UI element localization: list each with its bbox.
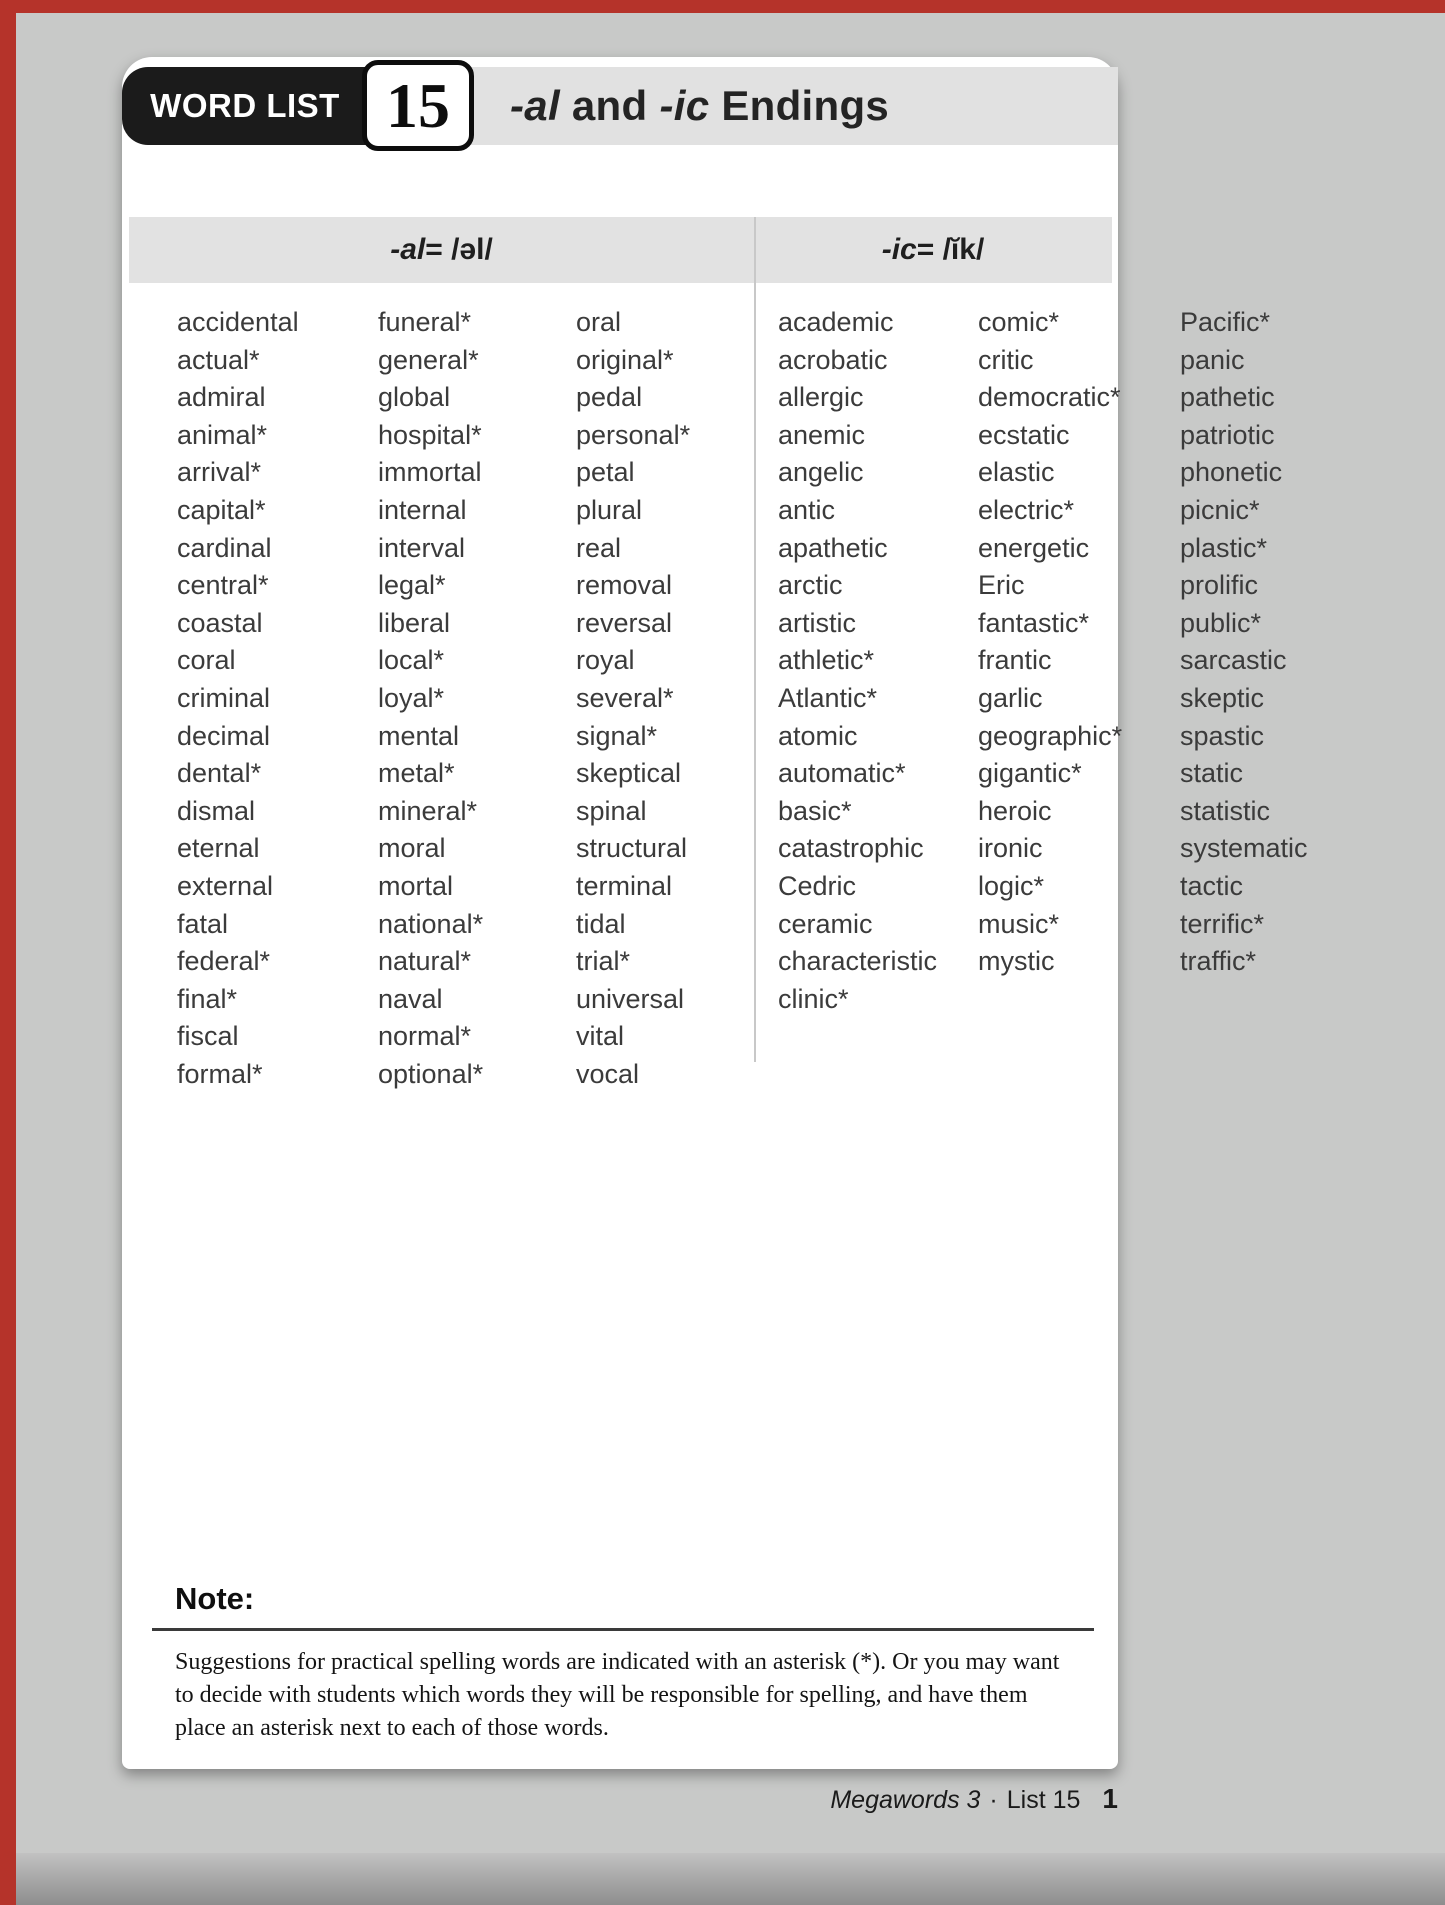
note-rule — [152, 1628, 1094, 1631]
word-item: automatic* — [778, 758, 906, 789]
word-item: trial* — [576, 946, 631, 977]
word-item: dismal — [177, 795, 256, 826]
word-item: terrific* — [1180, 908, 1265, 939]
word-item: basic* — [778, 795, 852, 826]
word-item: allergic — [778, 382, 864, 413]
word-item: ironic — [978, 833, 1043, 864]
word-item: tidal — [576, 908, 626, 939]
word-item: mineral* — [378, 795, 478, 826]
word-item: tactic — [1180, 870, 1244, 901]
word-item: Pacific* — [1180, 307, 1271, 337]
word-list-label: WORD LIST — [150, 87, 340, 124]
word-item: normal* — [378, 1021, 472, 1052]
al-column-header — [129, 217, 754, 283]
list-number-box — [362, 60, 474, 151]
word-item: electric* — [978, 494, 1075, 525]
word-item: geographic* — [978, 720, 1123, 751]
word-item: athletic* — [778, 645, 875, 676]
al-words-column-3 — [576, 304, 690, 1093]
word-item: fatal — [177, 908, 229, 939]
word-item: national* — [378, 908, 484, 939]
word-item: democratic* — [978, 382, 1121, 413]
word-item: antic — [778, 494, 836, 525]
word-item: criminal — [177, 682, 271, 713]
word-item: animal* — [177, 419, 268, 450]
word-item: elastic — [978, 457, 1055, 488]
al-pronunciation: = /əl/ — [425, 233, 493, 266]
word-item: energetic — [978, 532, 1090, 563]
word-item: final* — [177, 983, 238, 1014]
word-item: ecstatic — [978, 419, 1070, 450]
word-item: pedal — [576, 382, 643, 413]
page-number: 1 — [1102, 1783, 1118, 1814]
word-item: sarcastic — [1180, 645, 1287, 676]
word-item: decimal — [177, 720, 271, 751]
word-item: statistic — [1180, 795, 1271, 826]
title-al-ending: -al — [510, 82, 560, 129]
word-item: anemic — [778, 419, 866, 450]
word-item: signal* — [576, 720, 658, 751]
word-item: accidental — [177, 307, 299, 337]
word-item: atomic — [778, 720, 858, 751]
footer-separator: · — [989, 1786, 998, 1814]
word-item: petal — [576, 457, 635, 488]
word-item: vital — [576, 1021, 625, 1052]
word-item: universal — [576, 983, 685, 1014]
word-item: music* — [978, 908, 1060, 939]
word-item: terminal — [576, 870, 673, 901]
word-item: comic* — [978, 307, 1060, 337]
word-item: structural — [576, 833, 688, 864]
word-item: acrobatic — [778, 344, 888, 375]
word-item: external — [177, 870, 274, 901]
word-item: removal — [576, 570, 673, 601]
word-item: static — [1180, 758, 1244, 789]
word-item: liberal — [378, 607, 451, 638]
word-item: naval — [378, 983, 443, 1014]
word-item: formal* — [177, 1058, 263, 1089]
title-ic-ending: -ic — [659, 82, 710, 129]
word-item: skeptical — [576, 758, 682, 789]
word-item: Cedric — [778, 870, 857, 901]
word-item: frantic — [978, 645, 1052, 676]
word-item: clinic* — [778, 983, 849, 1014]
word-item: interval — [378, 532, 466, 563]
word-item: oral — [576, 307, 622, 337]
section-divider-line — [754, 217, 756, 1062]
scan-shadow-bottom — [0, 1853, 1445, 1905]
word-item: capital* — [177, 494, 266, 525]
ic-words-column-2 — [978, 304, 1122, 981]
note-heading: Note: — [175, 1581, 255, 1616]
word-item: apathetic — [778, 532, 888, 563]
word-item: patriotic — [1180, 419, 1275, 450]
word-item: skeptic — [1180, 682, 1265, 713]
al-words-column-1 — [177, 304, 299, 1093]
word-item: loyal* — [378, 682, 445, 713]
word-item: academic — [778, 307, 894, 337]
word-item: federal* — [177, 946, 271, 977]
word-item: characteristic — [778, 946, 938, 977]
word-item: general* — [378, 344, 479, 375]
book-edge-left — [0, 0, 16, 1905]
word-item: mystic — [978, 946, 1055, 977]
word-item: royal — [576, 645, 635, 676]
word-item: systematic — [1180, 833, 1308, 864]
book-title: Megawords 3 — [830, 1786, 981, 1814]
al-ending-label: -al — [390, 233, 426, 266]
title-endings: Endings — [709, 82, 890, 129]
word-item: immortal — [378, 457, 482, 488]
word-item: artistic — [778, 607, 857, 638]
word-item: plastic* — [1180, 532, 1268, 563]
word-item: arrival* — [177, 457, 262, 488]
word-item: metal* — [378, 758, 455, 789]
word-item: coastal — [177, 607, 263, 638]
word-item: spinal — [576, 795, 647, 826]
word-item: fiscal — [177, 1021, 239, 1052]
word-item: gigantic* — [978, 758, 1082, 789]
word-item: legal* — [378, 570, 446, 601]
word-item: personal* — [576, 419, 691, 450]
word-item: reversal — [576, 607, 673, 638]
word-item: garlic — [978, 682, 1043, 713]
word-item: dental* — [177, 758, 262, 789]
column-header-strip — [129, 217, 1112, 283]
word-item: angelic — [778, 457, 864, 488]
word-item: optional* — [378, 1058, 484, 1089]
word-item: central* — [177, 570, 269, 601]
word-item: pathetic — [1180, 382, 1275, 413]
word-item: traffic* — [1180, 946, 1257, 977]
ic-pronunciation: = /ĭk/ — [916, 233, 985, 266]
word-item: hospital* — [378, 419, 482, 450]
ic-words-column-1 — [778, 304, 937, 1018]
word-item: real — [576, 532, 622, 563]
page-footer — [122, 1783, 1118, 1815]
ic-column-header — [754, 217, 1112, 283]
word-list-tab — [122, 67, 368, 145]
ic-ending-label: -ic — [881, 233, 917, 266]
list-reference: List 15 — [1006, 1786, 1081, 1814]
word-item: critic — [978, 344, 1034, 375]
word-item: cardinal — [177, 532, 272, 563]
word-item: ceramic — [778, 908, 873, 939]
title-strip — [420, 67, 1118, 145]
word-item: panic — [1180, 344, 1245, 375]
word-item: funeral* — [378, 307, 472, 337]
word-item: picnic* — [1180, 494, 1260, 525]
word-item: fantastic* — [978, 607, 1090, 638]
list-number: 15 — [386, 69, 450, 141]
worksheet-page — [122, 57, 1308, 1769]
word-item: actual* — [177, 344, 260, 375]
note-text: Suggestions for practical spelling words are indicated with an asterisk (*). Or you may want to decide with students which words they will be responsible for spelling, and have them place an asterisk next to each of those words. — [175, 1649, 1060, 1741]
title-and: and — [559, 82, 660, 129]
word-item: internal — [378, 494, 467, 525]
word-item: arctic — [778, 570, 843, 601]
word-item: public* — [1180, 607, 1262, 638]
word-item: prolific — [1180, 570, 1259, 601]
word-item: mental — [378, 720, 460, 751]
word-item: catastrophic — [778, 833, 924, 864]
word-item: natural* — [378, 946, 472, 977]
book-edge-top — [0, 0, 1445, 13]
word-item: spastic — [1180, 720, 1265, 751]
word-item: global — [378, 382, 451, 413]
word-item: local* — [378, 645, 445, 676]
word-item: admiral — [177, 382, 266, 413]
word-item: Eric — [978, 570, 1025, 601]
word-item: vocal — [576, 1058, 640, 1089]
word-item: eternal — [177, 833, 260, 864]
word-item: logic* — [978, 870, 1045, 901]
word-item: moral — [378, 833, 446, 864]
word-item: mortal — [378, 870, 454, 901]
ic-words-column-3 — [1180, 304, 1308, 981]
page-title — [510, 82, 889, 130]
word-item: Atlantic* — [778, 682, 878, 713]
word-item: several* — [576, 682, 674, 713]
word-item: plural — [576, 494, 643, 525]
word-item: phonetic — [1180, 457, 1283, 488]
al-words-column-2 — [378, 304, 483, 1093]
word-item: heroic — [978, 795, 1052, 826]
word-item: original* — [576, 344, 674, 375]
word-item: coral — [177, 645, 236, 676]
